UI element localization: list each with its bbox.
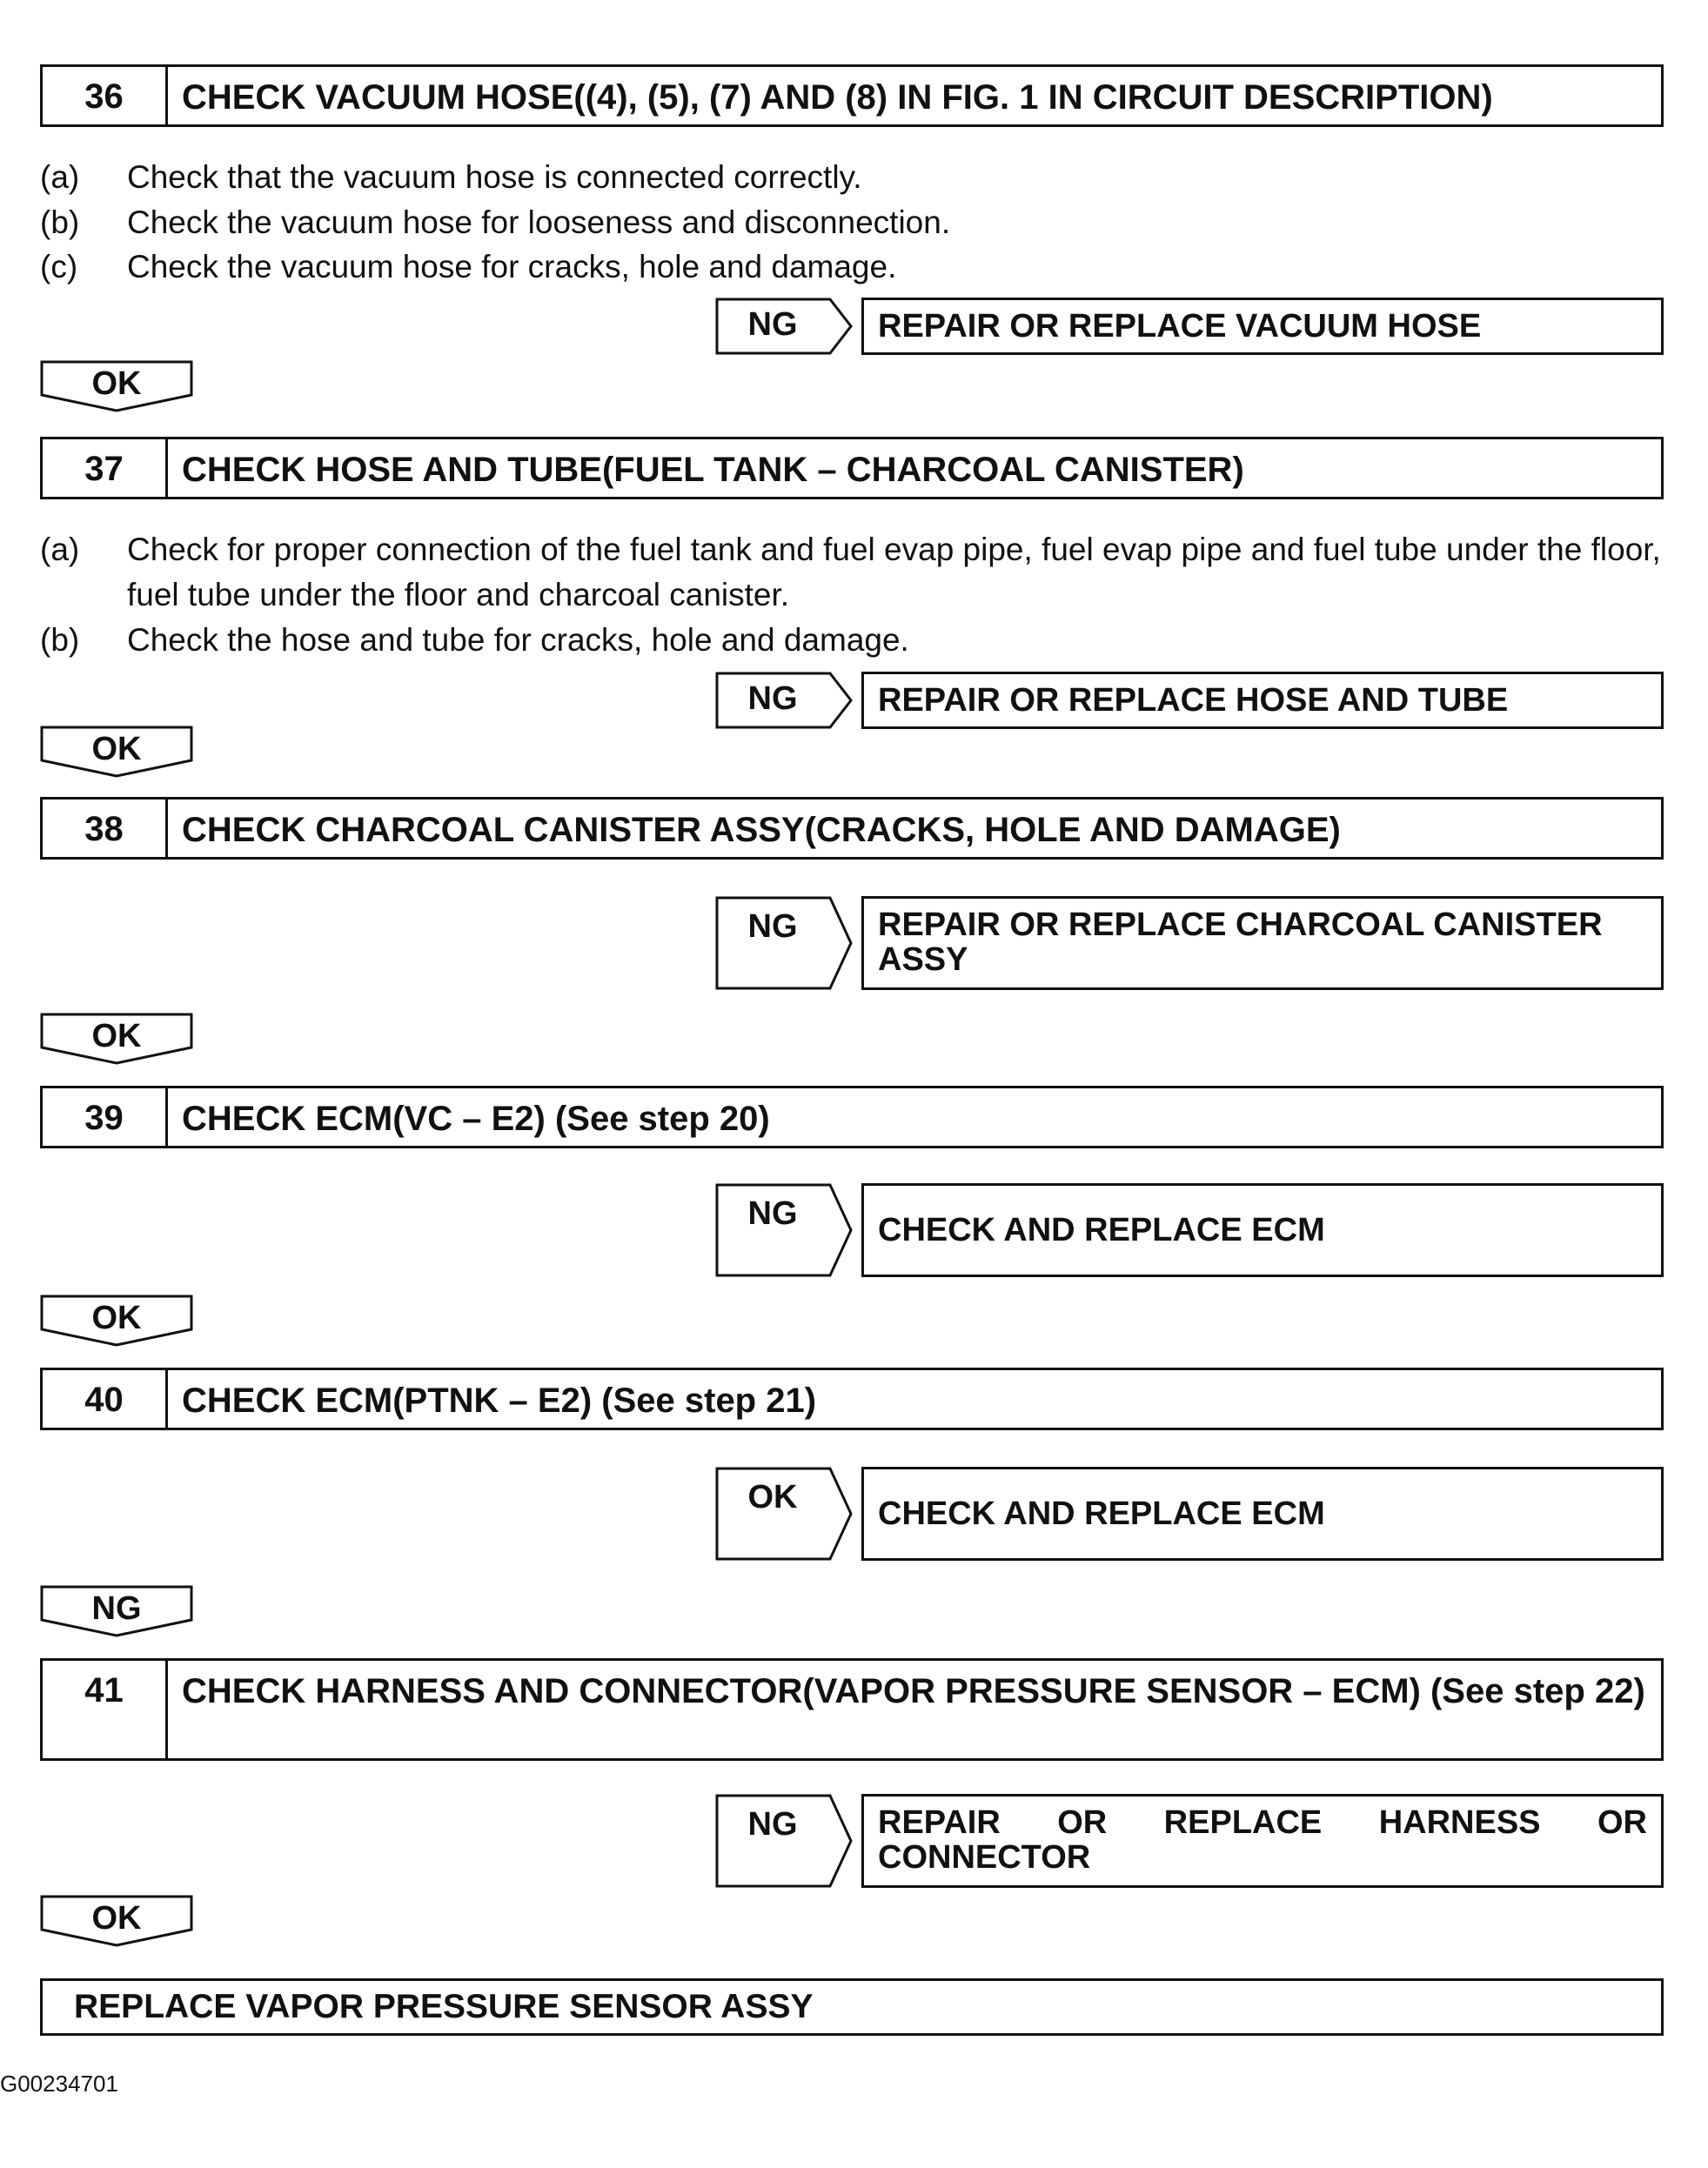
flag-label: NG [91, 1590, 142, 1627]
result-box: REPAIR OR REPLACE HARNESS OR CONNECTOR [861, 1794, 1664, 1888]
step-title: CHECK CHARCOAL CANISTER ASSY(CRACKS, HOLE AND DAMAGE) [182, 811, 1341, 849]
branch-label: NG [747, 680, 798, 717]
flow-flag [40, 1895, 193, 1949]
step-41-box [40, 1658, 1664, 1761]
flow-flag [40, 360, 193, 414]
step-number: 40 [43, 1370, 168, 1428]
result-box: REPAIR OR REPLACE CHARCOAL CANISTER ASSY [861, 896, 1664, 990]
result-box: CHECK AND REPLACE ECM [861, 1183, 1664, 1277]
step-number: 41 [43, 1661, 168, 1758]
flow-flag [40, 726, 193, 780]
flag-label: OK [91, 1018, 142, 1054]
result-box: CHECK AND REPLACE ECM [861, 1467, 1664, 1561]
step-title: CHECK VACUUM HOSE((4), (5), (7) AND (8) IN FIG. 1 IN CIRCUIT DESCRIPTION) [182, 78, 1493, 117]
step-title: CHECK HARNESS AND CONNECTOR(VAPOR PRESSURE SENSOR – ECM) (See step 22) [182, 1672, 1645, 1710]
step-38-box [40, 797, 1664, 860]
step-title: CHECK ECM(VC – E2) (See step 20) [182, 1100, 770, 1138]
branch-label: NG [747, 1195, 798, 1232]
step-39-box [40, 1086, 1664, 1148]
branch-arrow [715, 672, 853, 729]
branch-arrow [715, 1183, 853, 1277]
branch-label: NG [747, 908, 798, 945]
step-number: 38 [43, 800, 168, 857]
flow-flag [40, 1585, 193, 1639]
step-number: 37 [43, 439, 168, 497]
flag-label: OK [91, 731, 142, 767]
step-37-box [40, 437, 1664, 499]
final-action-box: REPLACE VAPOR PRESSURE SENSOR ASSY [40, 1978, 1664, 2036]
step-number: 39 [43, 1088, 168, 1146]
branch-arrow [715, 896, 853, 990]
result-box: REPAIR OR REPLACE HOSE AND TUBE [861, 672, 1664, 729]
step-40-box [40, 1368, 1664, 1430]
flow-flag [40, 1295, 193, 1348]
figure-id: G00234701 [0, 2071, 118, 2097]
flow-flag [40, 1013, 193, 1067]
branch-arrow [715, 1467, 853, 1561]
result-box: REPAIR OR REPLACE VACUUM HOSE [861, 298, 1664, 355]
flag-label: OK [91, 1300, 142, 1336]
step-36-box [40, 64, 1664, 127]
step-title: CHECK ECM(PTNK – E2) (See step 21) [182, 1382, 817, 1420]
branch-label: OK [747, 1479, 798, 1516]
step-number: 36 [43, 67, 168, 124]
branch-arrow [715, 298, 853, 355]
flag-label: OK [91, 365, 142, 402]
branch-arrow [715, 1794, 853, 1888]
step-title: CHECK HOSE AND TUBE(FUEL TANK – CHARCOAL CANISTER) [182, 451, 1244, 489]
branch-label: NG [747, 1806, 798, 1843]
flag-label: OK [91, 1900, 142, 1937]
branch-label: NG [747, 306, 798, 343]
